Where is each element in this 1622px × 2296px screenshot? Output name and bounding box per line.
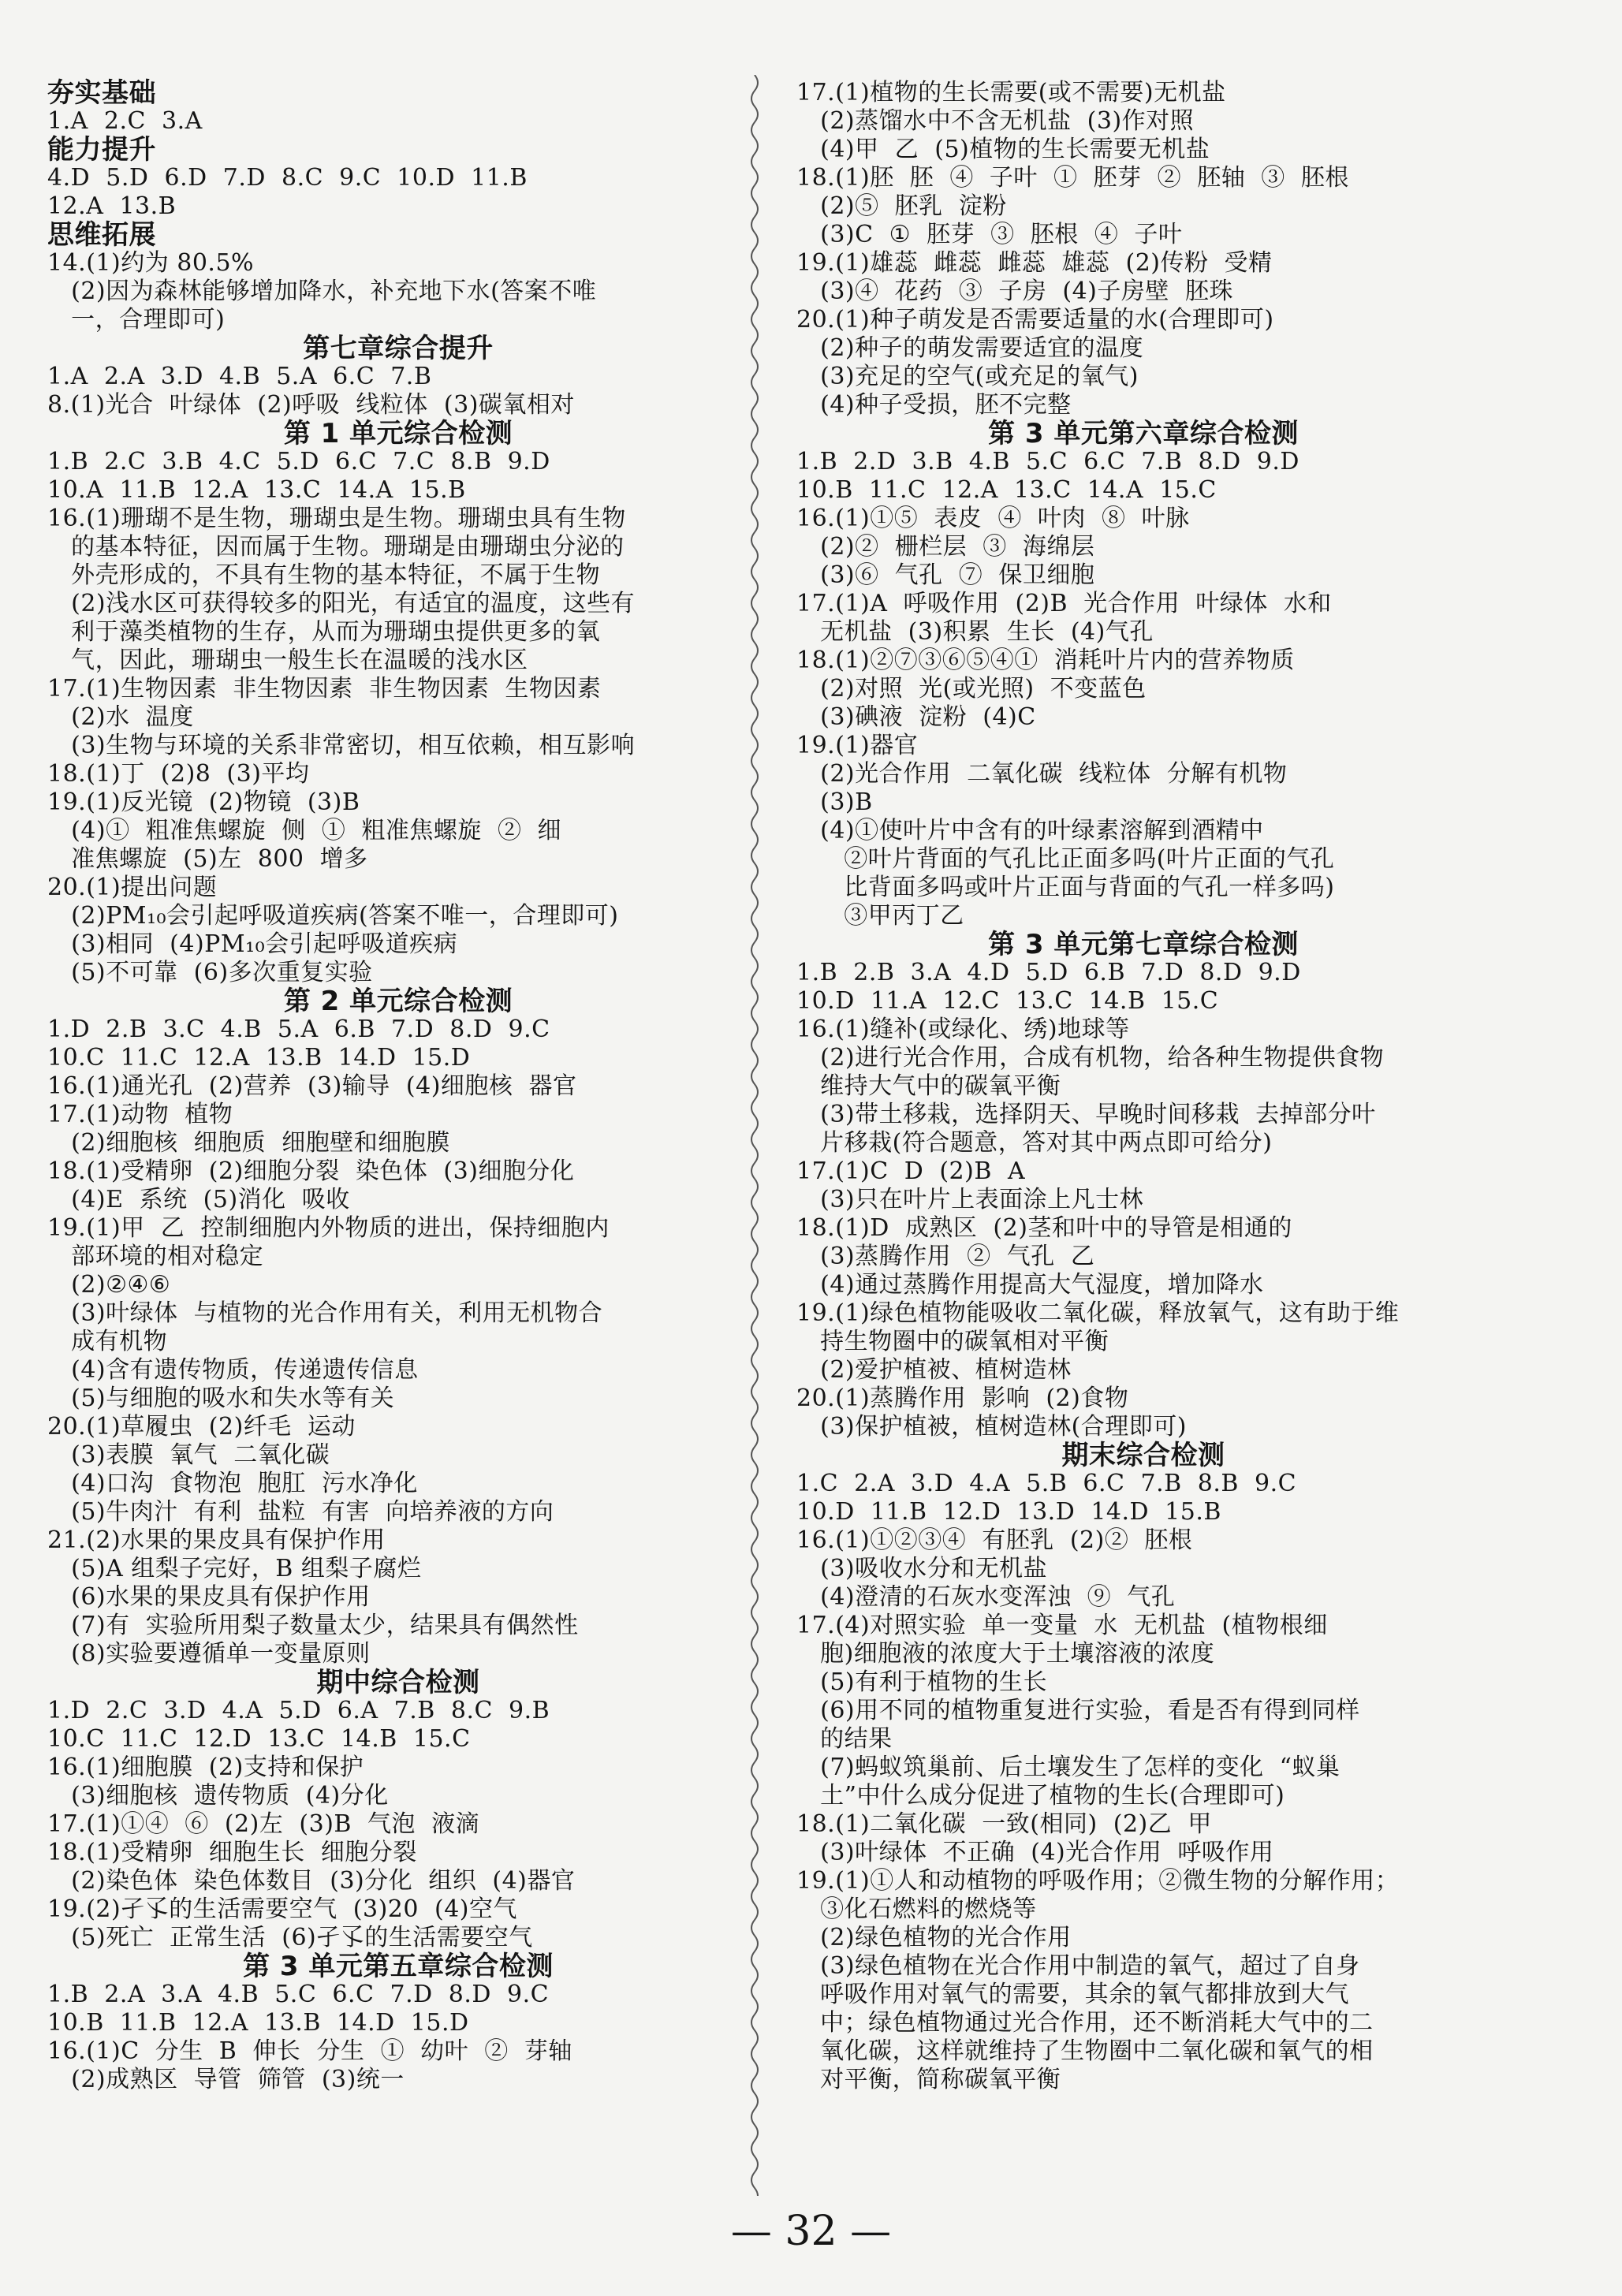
answer-line: 成有机物 <box>47 1328 168 1355</box>
answer-line: 18.(1)丁 (2)8 (3)平均 <box>47 760 310 788</box>
answer-line: 呼吸作用对氧气的需要，其余的氧气都排放到大气 <box>796 1981 1350 2008</box>
answer-line: 中；绿色植物通过光合作用，还不断消耗大气中的二 <box>796 2009 1374 2037</box>
answer-line: (4)E 系统 (5)消化 吸收 <box>47 1186 350 1213</box>
answer-line: (4)①使叶片中含有的叶绿素溶解到酒精中 <box>796 817 1264 844</box>
answer-line: 维持大气中的碳氧平衡 <box>796 1072 1061 1100</box>
answer-line: (3)充足的空气(或充足的氧气) <box>796 363 1139 390</box>
answer-line: (2)因为森林能够增加降水，补充地下水(答案不唯 <box>47 278 597 305</box>
answer-line: 片移栽(符合题意，答对其中两点即可给分) <box>796 1129 1273 1157</box>
answer-line: (4)含有遗传物质，传递遗传信息 <box>47 1356 419 1384</box>
answer-line: (2)⑤ 胚乳 淀粉 <box>796 192 1007 220</box>
answer-line: (2)水 温度 <box>47 703 194 731</box>
answer-line: (5)A 组梨子完好，B 组梨子腐烂 <box>47 1555 422 1582</box>
answer-line: (8)实验要遵循单一变量原则 <box>47 1640 371 1668</box>
section-heading: 期末综合检测 <box>1061 1440 1225 1471</box>
answer-line: 12.A 13.B <box>47 192 177 220</box>
answer-line: 20.(1)蒸腾作用 影响 (2)食物 <box>796 1385 1129 1412</box>
answer-line: 17.(1)①④ ⑥ (2)左 (3)B 气泡 液滴 <box>47 1810 480 1838</box>
answer-line: 10.C 11.C 12.A 13.B 14.D 15.D <box>47 1044 471 1072</box>
answer-line: 10.D 11.B 12.D 13.D 14.D 15.B <box>796 1498 1221 1526</box>
answer-line: 利于藻类植物的生存，从而为珊瑚虫提供更多的氧 <box>47 618 601 646</box>
answer-line: 准焦螺旋 (5)左 800 增多 <box>47 845 368 873</box>
answer-line: (3)带土移栽，选择阴天、早晚时间移栽 去掉部分叶 <box>796 1101 1376 1128</box>
answer-line: (4)通过蒸腾作用提高大气湿度，增加降水 <box>796 1271 1264 1299</box>
answer-line: ②叶片背面的气孔比正面多吗(叶片正面的气孔 <box>796 845 1335 873</box>
answer-line: 18.(1)受精卵 细胞生长 细胞分裂 <box>47 1839 417 1866</box>
answer-line: 1.C 2.A 3.D 4.A 5.B 6.C 7.B 8.B 9.C <box>796 1470 1297 1497</box>
section-heading: 第 3 单元第六章综合检测 <box>988 418 1299 449</box>
answer-line: 1.B 2.B 3.A 4.D 5.D 6.B 7.D 8.D 9.D <box>796 959 1301 986</box>
answer-line: 19.(1)器官 <box>796 732 919 759</box>
answer-line: (2)爱护植被、植树造林 <box>796 1356 1072 1384</box>
answer-line: 19.(1)反光镜 (2)物镜 (3)B <box>47 788 360 816</box>
answer-line: 10.A 11.B 12.A 13.C 14.A 15.B <box>47 476 466 504</box>
answer-line: 1.A 2.C 3.A <box>47 107 203 135</box>
answer-line: 16.(1)①②③④ 有胚乳 (2)② 胚根 <box>796 1526 1193 1554</box>
answer-line: 16.(1)珊瑚不是生物，珊瑚虫是生物。珊瑚虫具有生物 <box>47 505 626 532</box>
answer-line: 20.(1)提出问题 <box>47 874 218 901</box>
answer-line: 18.(1)二氧化碳 一致(相同) (2)乙 甲 <box>796 1810 1212 1838</box>
left-answer-column <box>47 79 749 2094</box>
answer-line: (5)与细胞的吸水和失水等有关 <box>47 1385 395 1412</box>
answer-line: ③甲丙丁乙 <box>796 902 964 930</box>
answer-line: (4)口沟 食物泡 胞肛 污水净化 <box>47 1470 418 1497</box>
answer-line: 16.(1)C 分生 B 伸长 分生 ① 幼叶 ② 芽轴 <box>47 2037 572 2065</box>
answer-line: 无机盐 (3)积累 生长 (4)气孔 <box>796 618 1154 646</box>
answer-line: (5)不可靠 (6)多次重复实验 <box>47 959 373 986</box>
answer-line: 的基本特征，因而属于生物。珊瑚是由珊瑚虫分泌的 <box>47 533 625 561</box>
answer-line: 4.D 5.D 6.D 7.D 8.C 9.C 10.D 11.B <box>47 164 528 192</box>
answer-line: 17.(1)生物因素 非生物因素 非生物因素 生物因素 <box>47 675 602 703</box>
answer-line: 19.(1)雄蕊 雌蕊 雌蕊 雄蕊 (2)传粉 受精 <box>796 249 1273 277</box>
answer-line: (3)只在叶片上表面涂上凡士林 <box>796 1186 1144 1213</box>
answer-line: (3)相同 (4)PM₁₀会引起呼吸道疾病 <box>47 930 458 958</box>
section-heading: 第七章综合提升 <box>303 333 494 364</box>
answer-line: 18.(1)②⑦③⑥⑤④① 消耗叶片内的营养物质 <box>796 647 1295 674</box>
answer-line: (2)PM₁₀会引起呼吸道疾病(答案不唯一，合理即可) <box>47 902 619 930</box>
answer-line: 1.D 2.C 3.D 4.A 5.D 6.A 7.B 8.C 9.B <box>47 1697 550 1724</box>
answer-line: 气，因此，珊瑚虫一般生长在温暖的浅水区 <box>47 647 528 674</box>
answer-line: (2)②④⑥ <box>47 1271 171 1299</box>
answer-line: 10.B 11.C 12.A 13.C 14.A 15.C <box>796 476 1217 504</box>
answer-line: 20.(1)草履虫 (2)纤毛 运动 <box>47 1413 356 1441</box>
answer-line: (6)用不同的植物重复进行实验，看是否有得到同样 <box>796 1697 1360 1724</box>
answer-line: (6)水果的果皮具有保护作用 <box>47 1583 371 1611</box>
answer-line: (2)细胞核 细胞质 细胞壁和细胞膜 <box>47 1129 450 1157</box>
answer-line: 20.(1)种子萌发是否需要适量的水(合理即可) <box>796 306 1274 334</box>
section-heading: 第 2 单元综合检测 <box>283 986 513 1017</box>
answer-line: 1.B 2.C 3.B 4.C 5.D 6.C 7.C 8.B 9.D <box>47 448 550 475</box>
answer-line: 17.(1)C D (2)B A <box>796 1157 1026 1185</box>
answer-line: 氧化碳，这样就维持了生物圈中二氧化碳和氧气的相 <box>796 2037 1374 2065</box>
answer-line: (3)保护植被，植树造林(合理即可) <box>796 1413 1188 1441</box>
answer-line: (7)蚂蚁筑巢前、后土壤发生了怎样的变化 “蚁巢 <box>796 1754 1340 1781</box>
answer-line: (7)有 实验所用梨子数量太少，结果具有偶然性 <box>47 1612 579 1639</box>
answer-line: (2)进行光合作用，合成有机物，给各种生物提供食物 <box>796 1044 1385 1072</box>
answer-line: (3)B <box>796 788 873 816</box>
answer-line: ③化石燃料的燃烧等 <box>796 1895 1037 1923</box>
answer-line: (2)蒸馏水中不含无机盐 (3)作对照 <box>796 107 1195 135</box>
answer-line: (3)⑥ 气孔 ⑦ 保卫细胞 <box>796 561 1095 589</box>
answer-line: (2)染色体 染色体数目 (3)分化 组织 (4)器官 <box>47 1867 576 1895</box>
answer-line: (2)浅水区可获得较多的阳光，有适宜的温度，这些有 <box>47 590 636 617</box>
section-heading: 思维拓展 <box>47 219 156 251</box>
answer-line: 17.(4)对照实验 单一变量 水 无机盐 (植物根细 <box>796 1612 1328 1639</box>
answer-line: (2)② 栅栏层 ③ 海绵层 <box>796 533 1095 561</box>
answer-line: (2)光合作用 二氧化碳 线粒体 分解有机物 <box>796 760 1288 788</box>
page-number: — 32 — <box>730 2208 892 2255</box>
answer-line: 一，合理即可) <box>47 306 226 334</box>
answer-line: 17.(1)植物的生长需要(或不需要)无机盐 <box>796 79 1226 106</box>
answer-line: (3)蒸腾作用 ② 气孔 乙 <box>796 1243 1095 1270</box>
answer-line: 16.(1)①⑤ 表皮 ④ 叶肉 ⑧ 叶脉 <box>796 505 1190 532</box>
answer-line: 对平衡，简称碳氧平衡 <box>796 2066 1061 2093</box>
answer-line: 10.C 11.C 12.D 13.C 14.B 15.C <box>47 1725 471 1753</box>
answer-line: 18.(1)胚 胚 ④ 子叶 ① 胚芽 ② 胚轴 ③ 胚根 <box>796 164 1349 192</box>
section-heading: 第 1 单元综合检测 <box>283 418 513 449</box>
answer-line: 16.(1)通光孔 (2)营养 (3)输导 (4)细胞核 器官 <box>47 1072 577 1100</box>
section-heading: 第 3 单元第七章综合检测 <box>988 929 1299 960</box>
answer-line: 16.(1)缝补(或绿化、绣)地球等 <box>796 1016 1130 1043</box>
answer-line: 8.(1)光合 叶绿体 (2)呼吸 线粒体 (3)碳氧相对 <box>47 391 575 419</box>
answer-line: (4)甲 乙 (5)植物的生长需要无机盐 <box>796 136 1210 163</box>
answer-line: 10.D 11.A 12.C 13.C 14.B 15.C <box>796 987 1219 1015</box>
answer-line: 部环境的相对稳定 <box>47 1243 264 1270</box>
answer-line: (3)C ① 胚芽 ③ 胚根 ④ 子叶 <box>796 221 1183 248</box>
answer-line: (3)叶绿体 不正确 (4)光合作用 呼吸作用 <box>796 1839 1274 1866</box>
answer-line: (3)吸收水分和无机盐 <box>796 1555 1048 1582</box>
answer-line: (2)种子的萌发需要适宜的温度 <box>796 334 1144 362</box>
answer-line: (4)① 粗准焦螺旋 侧 ① 粗准焦螺旋 ② 细 <box>47 817 562 844</box>
answer-line: 19.(2)孑孓的生活需要空气 (3)20 (4)空气 <box>47 1895 518 1923</box>
answer-line: 土”中什么成分促进了植物的生长(合理即可) <box>796 1782 1285 1810</box>
answer-line: 17.(1)A 呼吸作用 (2)B 光合作用 叶绿体 水和 <box>796 590 1332 617</box>
right-answer-column <box>796 79 1490 2094</box>
answer-line: 14.(1)约为 80.5% <box>47 249 255 277</box>
answer-line: 16.(1)细胞膜 (2)支持和保护 <box>47 1754 364 1781</box>
answer-line: 1.B 2.D 3.B 4.B 5.C 6.C 7.B 8.D 9.D <box>796 448 1299 475</box>
answer-line: (3)碘液 淀粉 (4)C <box>796 703 1036 731</box>
answer-line: 18.(1)D 成熟区 (2)茎和叶中的导管是相通的 <box>796 1214 1292 1242</box>
answer-line: (3)生物与环境的关系非常密切，相互依赖，相互影响 <box>47 732 636 759</box>
answer-line: (5)有利于植物的生长 <box>796 1668 1048 1696</box>
answer-line: (3)④ 花药 ③ 子房 (4)子房壁 胚珠 <box>796 278 1233 305</box>
answer-line: 外壳形成的，不具有生物的基本特征，不属于生物 <box>47 561 601 589</box>
section-heading: 夯实基础 <box>47 77 156 109</box>
column-divider <box>745 75 764 2196</box>
answer-line: 10.B 11.B 12.A 13.B 14.D 15.D <box>47 2009 469 2037</box>
answer-line: 1.A 2.A 3.D 4.B 5.A 6.C 7.B <box>47 363 432 390</box>
answer-line: (5)死亡 正常生活 (6)孑孓的生活需要空气 <box>47 1924 533 1951</box>
answer-line: (2)成熟区 导管 筛管 (3)统一 <box>47 2066 405 2093</box>
answer-line: (4)种子受损，胚不完整 <box>796 391 1072 419</box>
answer-line: (3)细胞核 遗传物质 (4)分化 <box>47 1782 389 1810</box>
answer-line: 持生物圈中的碳氧相对平衡 <box>796 1328 1109 1355</box>
answer-line: 21.(2)水果的果皮具有保护作用 <box>47 1526 386 1554</box>
answer-line: (5)牛肉汁 有利 盐粒 有害 向培养液的方向 <box>47 1498 554 1526</box>
answer-line: (2)对照 光(或光照) 不变蓝色 <box>796 675 1147 703</box>
answer-line: 19.(1)①人和动植物的呼吸作用；②微生物的分解作用； <box>796 1867 1400 1895</box>
answer-line: 19.(1)甲 乙 控制细胞内外物质的进出，保持细胞内 <box>47 1214 610 1242</box>
section-heading: 能力提升 <box>47 134 156 166</box>
answer-line: 胞)细胞液的浓度大于土壤溶液的浓度 <box>796 1640 1215 1668</box>
answer-line: (4)澄清的石灰水变浑浊 ⑨ 气孔 <box>796 1583 1176 1611</box>
answer-line: (3)叶绿体 与植物的光合作用有关，利用无机物合 <box>47 1299 603 1327</box>
answer-line: 18.(1)受精卵 (2)细胞分裂 染色体 (3)细胞分化 <box>47 1157 575 1185</box>
answer-line: (3)绿色植物在光合作用中制造的氧气，超过了自身 <box>796 1952 1360 1980</box>
section-heading: 期中综合检测 <box>316 1667 480 1698</box>
answer-line: 19.(1)绿色植物能吸收二氧化碳，释放氧气，这有助于维 <box>796 1299 1400 1327</box>
section-heading: 第 3 单元第五章综合检测 <box>243 1951 554 1982</box>
answer-line: 比背面多吗或叶片正面与背面的气孔一样多吗) <box>796 874 1335 901</box>
answer-line: (3)表膜 氧气 二氧化碳 <box>47 1441 330 1469</box>
answer-line: 1.D 2.B 3.C 4.B 5.A 6.B 7.D 8.D 9.C <box>47 1016 550 1043</box>
answer-line: (2)绿色植物的光合作用 <box>796 1924 1072 1951</box>
answer-line: 的结果 <box>796 1725 893 1753</box>
answer-line: 17.(1)动物 植物 <box>47 1101 233 1128</box>
answer-line: 1.B 2.A 3.A 4.B 5.C 6.C 7.D 8.D 9.C <box>47 1981 550 2008</box>
